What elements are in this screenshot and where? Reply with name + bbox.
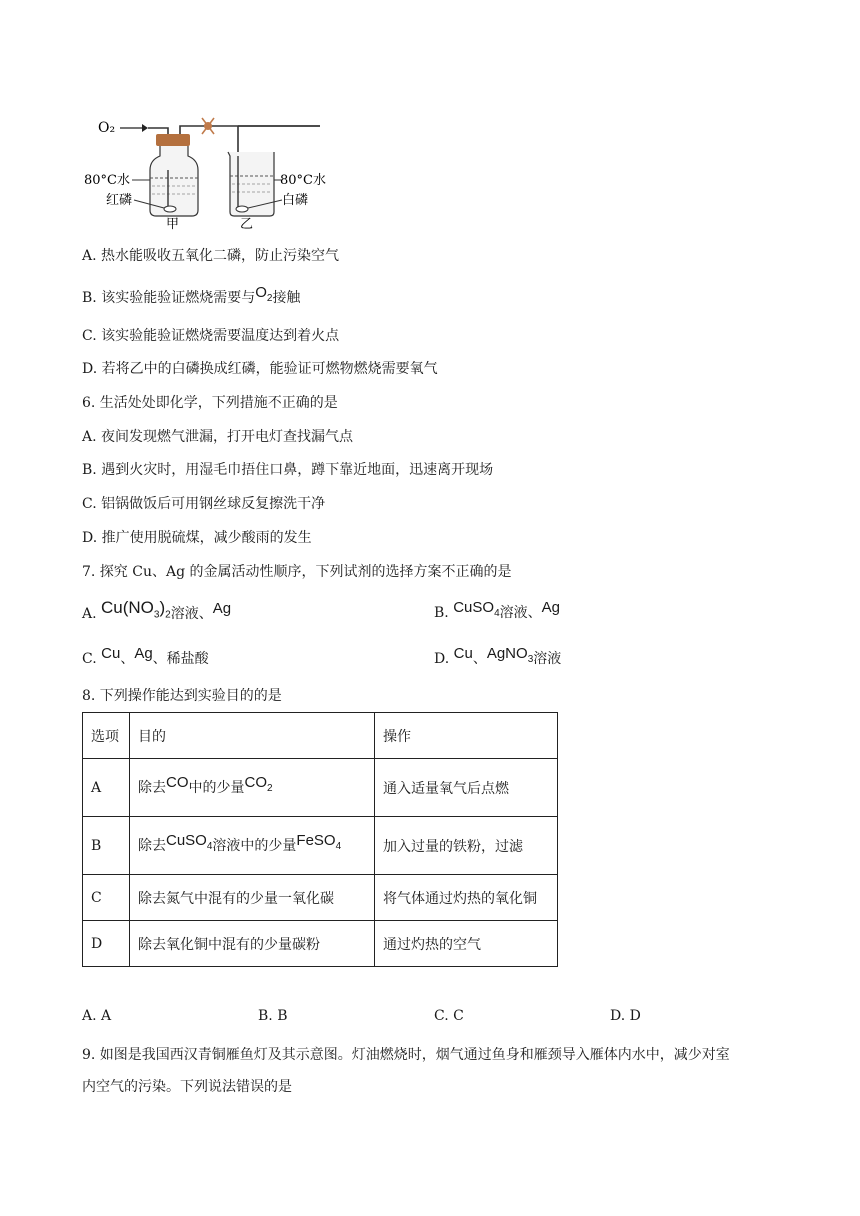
q5-b-text: B. 该实验能验证燃烧需要与 (82, 290, 256, 306)
header-operation: 操作 (375, 713, 558, 759)
apparatus-figure (84, 112, 344, 232)
q8-answer-d: D. D (610, 1008, 641, 1024)
q5-b-text-end: 接触 (272, 290, 301, 306)
right-water-label: 80°C水 (280, 173, 326, 188)
q7-option-b: B. CuSO$_4$溶液、Ag (434, 599, 560, 621)
o2-label: O₂ (98, 120, 116, 136)
left-solid-label: 红磷 (106, 193, 133, 208)
header-option: 选项 (83, 713, 130, 759)
q8-answer-c: C. C (434, 1008, 464, 1024)
q6-option-b: B. 遇到火灾时，用湿毛巾捂住口鼻，蹲下靠近地面，迅速离开现场 (82, 462, 494, 478)
q5-b-formula: $O_2$ (255, 284, 273, 304)
right-solid-label: 白磷 (282, 193, 309, 208)
header-goal: 目的 (130, 713, 375, 759)
table-row: B 除去CuSO$_4$溶液中的少量FeSO$_4$ 加入过量的铁粉，过滤 (83, 817, 558, 875)
q8-stem: 8. 下列操作能达到实验目的的是 (82, 688, 282, 704)
q7-stem: 7. 探究 Cu、Ag 的金属活动性顺序，下列试剂的选择方案不正确的是 (82, 564, 512, 580)
q5-option-a: A. 热水能吸收五氧化二磷，防止污染空气 (82, 248, 340, 264)
q8-answer-a: A. A (82, 1008, 112, 1024)
q5-option-b (82, 284, 301, 314)
table-row: A 除去CO中的少量$CO_2$ 通入适量氧气后点燃 (83, 759, 558, 817)
q6-stem: 6. 生活处处即化学，下列措施不正确的是 (82, 395, 338, 411)
q5-option-c: C. 该实验能验证燃烧需要温度达到着火点 (82, 328, 340, 344)
q7-option-a: A. $Cu(NO_3)_2$溶液、Ag (82, 598, 232, 622)
table-row: C 除去氮气中混有的少量一氧化碳 将气体通过灼热的氧化铜 (83, 875, 558, 921)
q7-option-c: C. Cu、Ag、稀盐酸 (82, 645, 209, 667)
q6-option-c: C. 铝锅做饭后可用钢丝球反复擦洗干净 (82, 496, 326, 512)
q7-option-d: D. Cu、AgNO$_3$溶液 (434, 645, 562, 667)
q9-line1: 9. 如图是我国西汉青铜雁鱼灯及其示意图。灯油燃烧时，烟气通过鱼身和雁颈导入雁体内水中，减少对室 (82, 1047, 730, 1063)
left-name-label: 甲 (166, 217, 180, 232)
q6-option-a: A. 夜间发现燃气泄漏，打开电灯查找漏气点 (82, 429, 354, 445)
q8-table (82, 712, 558, 967)
q9-line2: 内空气的污染。下列说法错误的是 (82, 1079, 292, 1095)
table-row: D 除去氧化铜中混有的少量碳粉 通过灼热的空气 (83, 921, 558, 967)
q6-option-d: D. 推广使用脱硫煤，减少酸雨的发生 (82, 530, 312, 546)
q5-option-d: D. 若将乙中的白磷换成红磷，能验证可燃物燃烧需要氧气 (82, 361, 438, 377)
right-name-label: 乙 (240, 217, 254, 232)
table-header-row (83, 713, 558, 759)
q8-answer-b: B. B (258, 1008, 288, 1024)
left-water-label: 80°C水 (84, 173, 130, 188)
